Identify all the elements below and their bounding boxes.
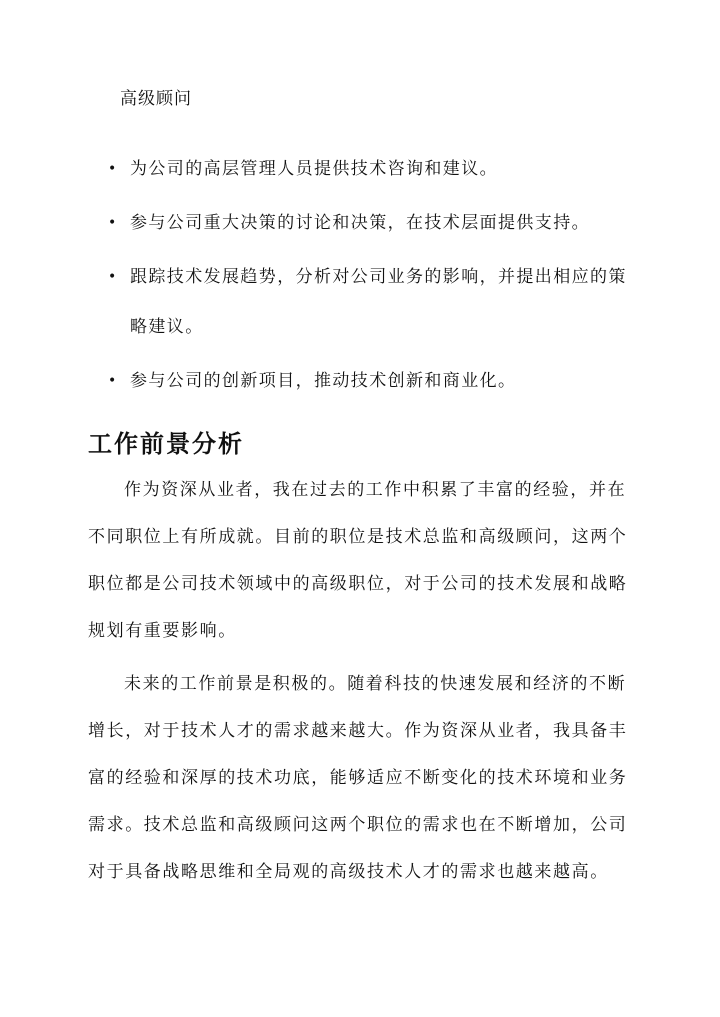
list-item — [104, 252, 644, 352]
bullet-icon: • — [108, 215, 118, 231]
bullet-icon: • — [108, 269, 118, 285]
body-paragraph: 未来的工作前景是积极的。随着科技的快速发展和经济的不断增长，对于技术人才的需求越来越大。作为资深从业者，我具备丰富的经验和深厚的技术功底，能够适应不断变化的技术环境和业务需求。技术总监和高级顾问这两个职位的需求也在不断增加，公司对于具备战略思维和全局观的高级技术人才的需求也越来越高。 — [88, 674, 628, 882]
list-item — [104, 356, 644, 406]
section-heading: 工作前景分析 — [88, 428, 244, 458]
bullet-icon: • — [108, 373, 118, 389]
list-item-text: 参与公司的创新项目，推动技术创新和商业化。 — [130, 371, 517, 391]
list-item-text: 参与公司重大决策的讨论和决策，在技术层面提供支持。 — [130, 213, 590, 233]
body-paragraph: 作为资深从业者，我在过去的工作中积累了丰富的经验，并在不同职位上有所成就。目前的职位是技术总监和高级顾问，这两个职位都是公司技术领域中的高级职位，对于公司的技术发展和战略规划有重要影响。 — [88, 480, 628, 641]
list-item — [104, 144, 644, 194]
bullet-icon: • — [108, 161, 118, 177]
list-item — [104, 198, 644, 248]
list-item-text: 跟踪技术发展趋势，分析对公司业务的影响，并提出相应的策略建议。 — [130, 267, 627, 337]
role-subheading: 高级顾问 — [120, 89, 192, 109]
list-item-text: 为公司的高层管理人员提供技术咨询和建议。 — [130, 159, 498, 179]
duties-list — [104, 144, 644, 410]
